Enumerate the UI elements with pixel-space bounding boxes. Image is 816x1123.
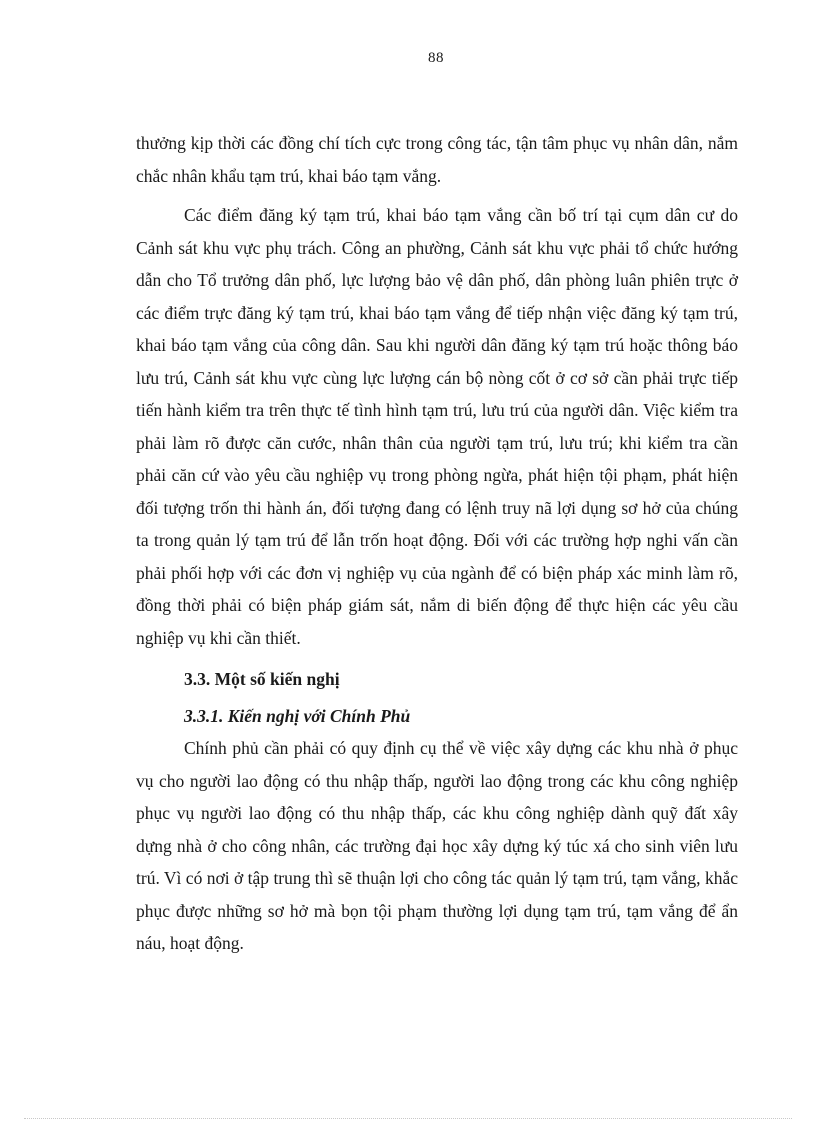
paragraph-government-recommendation: Chính phủ cần phải có quy định cụ thể về việc xây dựng các khu nhà ở phục vụ cho người lao động có thu nhập thấp, người lao động trong các khu công nghiệp phục vụ người lao động có thu nhập thấp, các khu công nghiệp dành quỹ đất xây dựng nhà ở cho công nhân, các trường đại học xây dựng ký túc xá cho sinh viên lưu trú. Vì có nơi ở tập trung thì sẽ thuận lợi cho công tác quản lý tạm trú, tạm vắng, khắc phục được những sơ hở mà bọn tội phạm thường lợi dụng tạm trú, tạm vắng để ẩn náu, hoạt động. bbox=[136, 738, 738, 953]
page-bottom-divider bbox=[24, 1118, 792, 1119]
section-heading: 3.3. Một số kiến nghị bbox=[184, 669, 340, 689]
paragraph-registration-points: Các điểm đăng ký tạm trú, khai báo tạm vắng cần bố trí tại cụm dân cư do Cảnh sát khu vực phụ trách. Công an phường, Cảnh sát khu vực phải tổ chức hướng dẫn cho Tổ trưởng dân phố, lực lượng bảo vệ dân phố, dân phòng luân phiên trực ở các điểm trực đăng ký tạm trú, khai báo tạm vắng để tiếp nhận việc đăng ký tạm trú, khai báo tạm vắng của công dân. Sau khi người dân đăng ký tạm trú hoặc thông báo lưu trú, Cảnh sát khu vực cùng lực lượng cán bộ nòng cốt ở cơ sở cần phải trực tiếp tiến hành kiểm tra trên thực tế tình hình tạm trú, lưu trú của người dân. Việc kiểm tra phải làm rõ được căn cước, nhân thân của người tạm trú, lưu trú; khi kiểm tra cần phải căn cứ vào yêu cầu nghiệp vụ trong phòng ngừa, phát hiện tội phạm, phát hiện đối tượng trốn thi hành án, đối tượng đang có lệnh truy nã lợi dụng sơ hở của chúng ta trong quản lý tạm trú để lẫn trốn hoạt động. Đối với các trường hợp nghi vấn cần phải phối hợp với các đơn vị nghiệp vụ của ngành để có biện pháp xác minh làm rõ, đồng thời phải có biện pháp giám sát, nắm di biến động để thực hiện các yêu cầu nghiệp vụ khi cần thiết. bbox=[136, 205, 738, 648]
paragraph-continuation: thưởng kịp thời các đồng chí tích cực trong công tác, tận tâm phục vụ nhân dân, nắm chắc nhân khẩu tạm trú, khai báo tạm vắng. bbox=[136, 133, 738, 186]
subsection-heading: 3.3.1. Kiến nghị với Chính Phủ bbox=[184, 705, 411, 726]
document-body bbox=[136, 127, 738, 960]
page-number: 88 bbox=[428, 50, 444, 66]
